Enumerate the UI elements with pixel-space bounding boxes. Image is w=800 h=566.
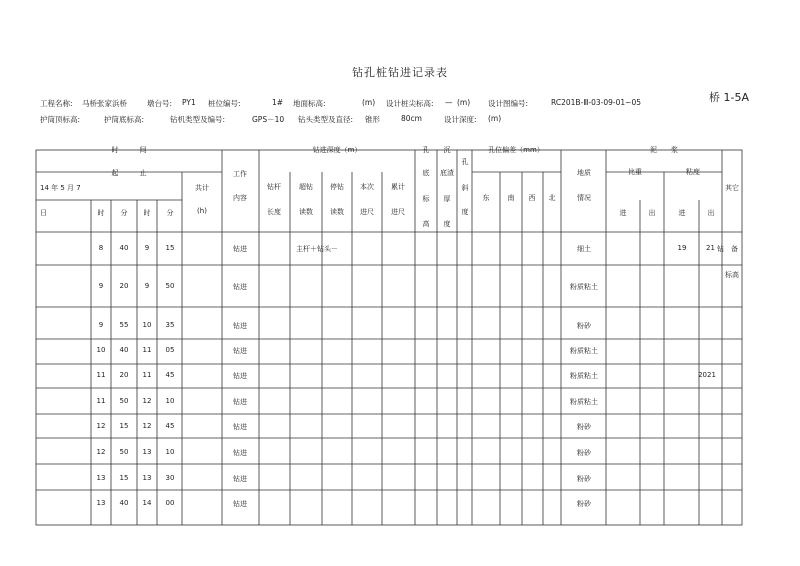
row10-work: 钻进: [233, 500, 247, 508]
row2-hour-start: 9: [98, 282, 104, 290]
header-density: 比重: [628, 168, 642, 176]
header-sediment-4: 度: [443, 220, 451, 228]
page-title: 钻孔桩钻进记录表: [352, 66, 448, 79]
bit-diameter: 80cm: [401, 114, 422, 123]
header-this-2: 进尺: [360, 208, 374, 216]
header-hole-bottom-2: 底: [422, 169, 430, 177]
header-work-1: 工作: [233, 170, 247, 178]
row10-minute-start: 40: [119, 499, 129, 507]
row1-minute-end: 15: [165, 244, 175, 252]
design-tip-value: —: [445, 98, 453, 107]
header-tilt-1: 孔: [461, 158, 469, 166]
header-west: 西: [528, 194, 536, 202]
casing-bottom-label: 护筒底标高:: [104, 115, 145, 124]
row7-geology: 粉砂: [577, 423, 591, 431]
row10-hour-end: 14: [142, 499, 152, 507]
row8-geology: 粉砂: [577, 449, 591, 457]
header-rod-1: 钻杆: [267, 183, 281, 191]
header-sediment-3: 厚: [443, 195, 451, 203]
header-hole-bottom-3: 标: [422, 195, 430, 203]
row5-work: 钻进: [233, 372, 247, 380]
platform-label: 墩台号:: [147, 99, 173, 108]
row9-hour-start: 13: [96, 474, 106, 482]
row6-hour-start: 11: [96, 397, 106, 405]
header-viscosity-out: 出: [707, 209, 715, 217]
row2-work: 钻进: [233, 283, 247, 291]
row1-other: 钻 备: [717, 245, 738, 253]
row7-work: 钻进: [233, 423, 247, 431]
row2-minute-end: 50: [165, 282, 175, 290]
row5-minute-end: 45: [165, 371, 175, 379]
ground-label: 地面标高:: [293, 99, 326, 108]
row5-hour-end: 11: [142, 371, 152, 379]
header-minute-end: 分: [166, 209, 174, 217]
header-time: 时 间: [111, 146, 147, 154]
header-over-1: 超钻: [299, 183, 313, 191]
row5-viscosity-in: 2021: [698, 371, 716, 379]
row4-hour-start: 10: [96, 346, 106, 354]
row10-geology: 粉砂: [577, 500, 591, 508]
header-geology-2: 情况: [577, 194, 591, 202]
rig-value: GPS－10: [252, 115, 285, 124]
row2-minute-start: 20: [119, 282, 129, 290]
header-start-end: 起 止: [111, 169, 147, 177]
row6-minute-start: 50: [119, 397, 129, 405]
row8-work: 钻进: [233, 449, 247, 457]
row1-work: 钻进: [233, 245, 247, 253]
row1-viscosity-in: 19: [677, 244, 687, 252]
row8-minute-start: 50: [119, 448, 129, 456]
bit-type: 锥形: [365, 115, 380, 124]
header-over-2: 读数: [299, 208, 313, 216]
design-tip-unit: (m): [457, 98, 471, 107]
row5-minute-start: 20: [119, 371, 129, 379]
header-east: 东: [482, 194, 490, 202]
header-date-value: 14 年 5 月 7: [40, 184, 81, 192]
header-cum-1: 累计: [391, 183, 405, 191]
header-density-in: 进: [619, 209, 627, 217]
design-tip-label: 设计桩尖标高:: [386, 99, 434, 108]
header-this-1: 本次: [360, 183, 374, 191]
row1-viscosity-out: 21: [706, 244, 715, 252]
header-day: 日: [40, 209, 47, 217]
row3-minute-end: 35: [165, 321, 175, 329]
row1-geology: 细土: [577, 245, 591, 253]
row9-geology: 粉砂: [577, 475, 591, 483]
design-depth-label: 设计深度:: [444, 115, 477, 124]
row6-hour-end: 12: [142, 397, 152, 405]
row4-geology: 粉质粘土: [570, 347, 598, 355]
header-minute-start: 分: [120, 209, 128, 217]
row1-hour-end: 9: [144, 244, 150, 252]
row3-hour-end: 10: [142, 321, 152, 329]
design-depth-unit: (m): [488, 114, 502, 123]
header-tilt-3: 度: [461, 208, 469, 216]
project-label: 工程名称:: [40, 99, 73, 108]
header-tilt-2: 斜: [461, 184, 469, 192]
row3-hour-start: 9: [98, 321, 104, 329]
row7-hour-end: 12: [142, 422, 152, 430]
row4-hour-end: 11: [142, 346, 152, 354]
row6-work: 钻进: [233, 398, 247, 406]
row3-work: 钻进: [233, 322, 247, 330]
row4-work: 钻进: [233, 347, 247, 355]
header-mud: 泥 浆: [650, 146, 678, 154]
header-south: 南: [507, 194, 515, 202]
drawing-value: RC201B-Ⅲ-03-09-01~05: [551, 98, 641, 107]
row7-hour-start: 12: [96, 422, 106, 430]
header-north: 北: [548, 194, 556, 202]
row7-minute-start: 15: [119, 422, 129, 430]
header-geology-1: 地质: [577, 169, 591, 177]
row9-minute-start: 15: [119, 474, 129, 482]
pile-value: 1#: [272, 98, 284, 107]
row5-hour-start: 11: [96, 371, 106, 379]
row4-minute-end: 05: [165, 346, 175, 354]
header-work-2: 内容: [233, 194, 247, 202]
drawing-label: 设计图编号:: [488, 99, 529, 108]
bit-label: 钻头类型及直径:: [298, 115, 354, 124]
row5-geology: 粉质粘土: [570, 372, 598, 380]
bridge-number: 桥 1-5A: [709, 91, 749, 104]
header-viscosity: 粘度: [686, 168, 700, 176]
header-density-out: 出: [648, 209, 656, 217]
header-sediment-1: 沉: [443, 146, 451, 154]
row1-minute-start: 40: [119, 244, 129, 252]
row7-minute-end: 45: [165, 422, 175, 430]
header-total: 共计: [195, 184, 209, 192]
row2-geology: 粉质粘土: [570, 283, 598, 291]
row9-hour-end: 13: [142, 474, 152, 482]
row10-minute-end: 00: [165, 499, 175, 507]
header-cum-2: 进尺: [391, 208, 405, 216]
rig-label: 钻机类型及编号:: [170, 115, 226, 124]
header-hour-end: 时: [143, 209, 151, 217]
header-sediment-2: 底渣: [440, 169, 454, 177]
project-value: 马桥张家浜桥: [82, 99, 127, 108]
row1-other-2: 标高: [725, 271, 739, 279]
row1-hour-start: 8: [98, 244, 104, 252]
header-stop-2: 读数: [330, 208, 344, 216]
row8-hour-start: 12: [96, 448, 106, 456]
row3-minute-start: 55: [119, 321, 129, 329]
row6-minute-end: 10: [165, 397, 175, 405]
row4-minute-start: 40: [119, 346, 129, 354]
header-hour-start: 时: [97, 209, 105, 217]
header-hole-bottom-4: 高: [422, 220, 430, 228]
row2-hour-end: 9: [144, 282, 150, 290]
header-total-unit: (h): [197, 207, 207, 215]
header-viscosity-in: 进: [678, 209, 686, 217]
row3-geology: 粉砂: [577, 322, 591, 330]
row8-hour-end: 13: [142, 448, 152, 456]
row10-hour-start: 13: [96, 499, 106, 507]
row1-depth-note: 主杆＋钻头－: [296, 245, 338, 253]
platform-value: PY1: [182, 98, 196, 107]
header-rod-2: 长度: [267, 208, 281, 216]
casing-top-label: 护筒顶标高:: [40, 115, 81, 124]
ground-unit: (m): [362, 98, 376, 107]
row9-work: 钻进: [233, 475, 247, 483]
pile-label: 桩位编号:: [208, 99, 241, 108]
header-other: 其它: [725, 184, 739, 192]
row6-geology: 粉质粘土: [570, 398, 598, 406]
header-drill-depth: 钻进深度（m）: [312, 146, 362, 154]
row8-minute-end: 10: [165, 448, 175, 456]
header-stop-1: 停钻: [330, 183, 344, 191]
header-offset: 孔位偏差（mm）: [488, 146, 544, 154]
header-hole-bottom-1: 孔: [422, 146, 430, 154]
row9-minute-end: 30: [165, 474, 175, 482]
